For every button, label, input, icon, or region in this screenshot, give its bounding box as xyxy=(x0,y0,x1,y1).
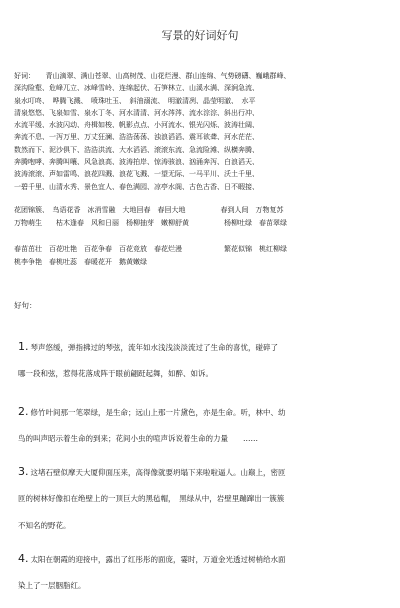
idiom-line: 花团锦簇、 鸟语花香 冰消雪融 大地回春 春回大地 春到人间 万物复苏 xyxy=(14,206,284,214)
sentence-paragraph xyxy=(18,333,388,387)
good-words-block xyxy=(14,70,390,193)
word-line: 奔腾咆哮、奔腾叫嚷、风急浪高、波涛拍岸、惊涛骇浪、汹涌奔泻、白浪滔天、 xyxy=(14,158,259,167)
idiom-line: 春苗茁壮 百花吐艳 百花争春 百花竞放 春花烂漫 繁花似锦 桃红柳绿 xyxy=(14,245,287,253)
sentence-line: 染上了一层胭脂红。 xyxy=(18,581,86,590)
spring-idioms-block xyxy=(14,204,394,269)
sentence-number: 1. xyxy=(18,340,29,353)
word-line: 深沟险壑、危峰兀立、冰峰雪岭、连绵起伏、石笋林立、山溪水满、深涧急流、 xyxy=(14,84,259,93)
sentence-line: 不知名的野花。 xyxy=(18,521,71,530)
sentences-heading: 好句： xyxy=(14,301,37,310)
word-line: 清泉悠悠、飞泉如雪、泉水丁冬、河水清清、河水涔涔、流水淙淙、斜出行冲、 xyxy=(14,108,259,117)
sentence-line: 这堵石壁似摩天大厦仰面压来，高得像就要坍塌下来啦啦逼人。山巅上，密匝 xyxy=(30,468,286,477)
sentence-number: 4. xyxy=(18,552,29,565)
word-line: 一碧千里、山清水秀、景色宜人、春色满园、凉亭水阁、古色古香、日不暇接、 xyxy=(14,182,259,191)
sentence-number: 3. xyxy=(18,465,29,478)
page-title: 写景的好词好句 xyxy=(161,29,239,42)
word-line: 波涛滚滚、声如雷鸣、浪花四溅、浪花飞溅、一望无际、一马平川、沃土千里、 xyxy=(14,170,259,179)
sentence-line: 鸟的叫声昭示着生命的到来；花间小虫的喧声诉说着生命的力量 …… xyxy=(18,434,258,443)
sentence-line: 修竹叶间那一笔翠绿，是生命；远山上那一片黛色，亦是生命。听，林中、幼 xyxy=(30,408,286,417)
word-line: 水流平缓、水波闪动、舟楫如梭、帆影点点、小河流水、银光闪烁、波涛壮阔、 xyxy=(14,121,259,130)
idiom-line: 桃李争艳 春桃吐蕊 春暖花开 鹅黄嫩绿 xyxy=(14,258,147,266)
sentence-line: 太阳在朝霞的迎接中，露出了红彤彤的面庞，霎时，万道金光透过树梢给水面 xyxy=(30,555,286,564)
sentence-line: 匝的树林好像扣在绝壁上的一顶巨大的黑毡帽， 黑绿从中，岩壁里蹦蹿出一簇簇 xyxy=(18,494,285,503)
word-line: 泉水叮咚、 哗腾飞溅、 喷珠吐玉、 斜油溺流、 明澈清冽、晶莹明澈、 水平 xyxy=(14,96,256,105)
sentence-paragraph xyxy=(18,545,388,599)
idiom-line: 万物萌生 枯木逢春 风和日丽 杨柳抽芽 嫩柳舒黄 杨柳吐绿 春苗翠绿 xyxy=(14,219,287,227)
sentence-number: 2. xyxy=(18,405,29,418)
idiom-line xyxy=(14,230,394,243)
sentence-line: 琴声悠缓，弹指拂过的琴弦，流年如水浅浅淡淡流过了生命的喜忧，碰碎了 xyxy=(30,343,278,352)
sentence-line: 哪一段和弦，惹得花落成阵于眼前翩跹起舞，如醉、如诉。 xyxy=(18,369,213,378)
word-line: 数然而下、泥沙俱下、浩浩洪流、大水滔滔、滚滚东流、急流险滩、纵横奔腾、 xyxy=(14,145,259,154)
sentence-paragraph xyxy=(18,398,388,452)
word-line: 奔流不息、一泻万里、万丈狂澜、浩浩荡荡、浊浪滔滔、震耳欲聋、河水茫茫、 xyxy=(14,133,259,142)
word-line: 好词： 青山滴翠、满山苍翠、山高树茂、山花烂漫、群山连绵、气势磅礴、巍峨群峰、 xyxy=(14,72,291,80)
sentence-paragraph xyxy=(18,458,388,539)
